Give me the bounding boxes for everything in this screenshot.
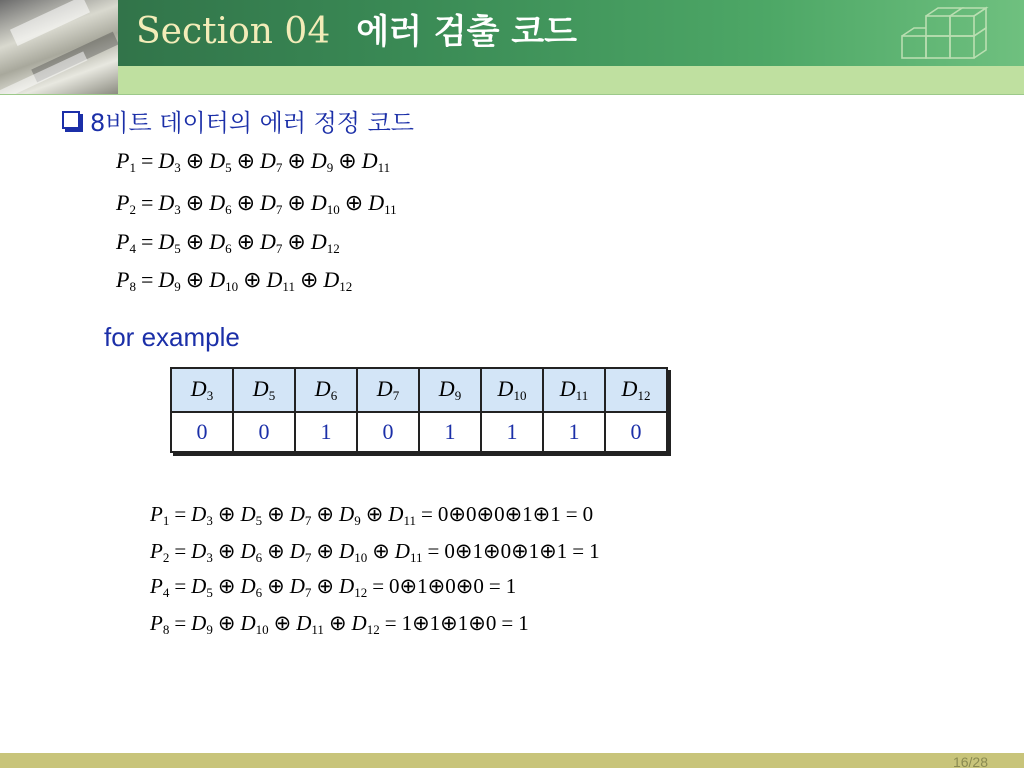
checkbox-bullet-icon <box>62 111 80 129</box>
bit-value: 1 <box>472 539 483 563</box>
xor-operator: ⊕ <box>440 611 458 635</box>
xor-operator: ⊕ <box>399 574 418 598</box>
bit-value: 1 <box>429 611 441 635</box>
equation-lhs: $P_1$ <box>150 502 170 528</box>
xor-operator: ⊕ <box>243 267 262 292</box>
equation-term: $D_9$ <box>339 502 361 528</box>
equals-sign: = <box>140 267 154 292</box>
bit-value: 1 <box>550 502 561 526</box>
table-header-cell <box>419 368 481 412</box>
xor-operator: ⊕ <box>185 267 205 292</box>
table-header-cell <box>481 368 543 412</box>
equation-term: $D_6$ <box>209 190 232 217</box>
xor-operator: ⊕ <box>412 611 430 635</box>
equals-sign: = <box>140 190 154 215</box>
xor-operator: ⊕ <box>344 190 364 215</box>
table-header-cell <box>357 368 419 412</box>
parity-result-equation <box>150 539 600 566</box>
header-photo-image <box>0 0 118 94</box>
table-header-cell <box>295 368 357 412</box>
table-value-cell: 0 <box>233 412 295 452</box>
bit-value: 1 <box>457 611 469 635</box>
xor-operator: ⊕ <box>372 539 390 563</box>
equation-term: $D_6$ <box>240 574 263 600</box>
header-variable: $D_7$ <box>376 376 400 403</box>
page-title <box>136 8 577 56</box>
table-value-cell: 1 <box>419 412 481 452</box>
table-header-row <box>171 368 667 412</box>
xor-operator: ⊕ <box>316 574 335 598</box>
bit-value: 0 <box>444 539 455 563</box>
header-variable: $D_9$ <box>438 376 462 403</box>
parity-result-value: 0 <box>582 502 594 526</box>
equals-sign: = <box>140 229 154 254</box>
equation-term: $D_7$ <box>289 502 312 528</box>
equation-lhs: $P_1$ <box>116 148 136 175</box>
parity-equation <box>116 267 352 295</box>
bit-value: 0 <box>494 502 505 526</box>
xor-operator: ⊕ <box>316 502 335 526</box>
parity-result-value: 1 <box>518 611 529 635</box>
xor-operator: ⊕ <box>185 190 205 215</box>
table-value-cell: 0 <box>605 412 667 452</box>
equation-term: $D_7$ <box>260 148 283 175</box>
xor-operator: ⊕ <box>185 229 205 254</box>
equals-sign: = <box>140 148 154 173</box>
xor-operator: ⊕ <box>476 502 495 526</box>
bit-value: 1 <box>522 502 533 526</box>
equation-term: $D_{11}$ <box>394 539 423 565</box>
xor-operator: ⊕ <box>299 267 319 292</box>
xor-operator: ⊕ <box>267 502 285 526</box>
xor-operator: ⊕ <box>427 574 446 598</box>
equals-sign: = <box>384 611 397 635</box>
equals-sign: = <box>565 502 578 526</box>
parity-equation <box>116 229 340 257</box>
bit-value: 1 <box>417 574 428 598</box>
xor-operator: ⊕ <box>539 539 557 563</box>
header-variable: $D_6$ <box>314 376 338 403</box>
parity-result-equation <box>150 611 529 638</box>
bit-value: 0 <box>445 574 456 598</box>
xor-operator: ⊕ <box>504 502 523 526</box>
equation-term: $D_5$ <box>158 229 181 256</box>
table-value-cell: 1 <box>481 412 543 452</box>
xor-operator: ⊕ <box>454 539 473 563</box>
data-bit-table <box>170 367 668 453</box>
table-header-cell <box>605 368 667 412</box>
parity-result-value: 1 <box>589 539 600 563</box>
section-label: Section 04 <box>136 11 331 52</box>
xor-operator: ⊕ <box>482 539 501 563</box>
parity-result-equation <box>150 502 593 529</box>
bit-value: 0 <box>485 611 497 635</box>
xor-operator: ⊕ <box>217 574 236 598</box>
equation-term: $D_{11}$ <box>361 148 391 175</box>
equation-term: $D_{12}$ <box>351 611 380 637</box>
equation-lhs: $P_2$ <box>150 539 170 565</box>
parity-result-value: 1 <box>505 574 517 598</box>
table-value-row <box>171 412 667 452</box>
equals-sign: = <box>174 502 187 526</box>
equation-term: $D_3$ <box>158 148 181 175</box>
xor-operator: ⊕ <box>217 502 236 526</box>
xor-operator: ⊕ <box>236 190 256 215</box>
xor-operator: ⊕ <box>455 574 474 598</box>
table-value-cell: 1 <box>295 412 357 452</box>
equation-term: $D_3$ <box>191 539 213 565</box>
parity-equation <box>116 190 397 218</box>
equation-lhs: $P_4$ <box>150 574 170 600</box>
equals-sign: = <box>572 539 585 563</box>
xor-operator: ⊕ <box>511 539 529 563</box>
xor-operator: ⊕ <box>267 574 285 598</box>
bit-value: 1 <box>401 611 413 635</box>
bit-value: 0 <box>437 502 449 526</box>
xor-operator: ⊕ <box>287 148 306 173</box>
equation-lhs: $P_8$ <box>116 267 136 294</box>
equation-term: $D_7$ <box>289 539 312 565</box>
equation-term: $D_{11}$ <box>388 502 416 528</box>
equation-term: $D_{11}$ <box>296 611 324 637</box>
equation-term: $D_{12}$ <box>339 574 368 600</box>
xor-operator: ⊕ <box>532 502 551 526</box>
xor-operator: ⊕ <box>267 539 285 563</box>
equals-sign: = <box>421 502 433 526</box>
xor-operator: ⊕ <box>287 190 306 215</box>
equation-lhs: $P_8$ <box>150 611 170 637</box>
equation-term: $D_9$ <box>191 611 213 637</box>
equation-term: $D_{11}$ <box>266 267 295 294</box>
equation-term: $D_7$ <box>289 574 312 600</box>
bit-value: 0 <box>473 574 484 598</box>
header-variable: $D_{10}$ <box>497 376 527 403</box>
page-number: 16/28 <box>952 754 988 768</box>
xor-operator: ⊕ <box>217 611 236 635</box>
equation-term: $D_{10}$ <box>339 539 368 565</box>
equation-term: $D_3$ <box>191 502 213 528</box>
table-value-cell: 1 <box>543 412 605 452</box>
parity-equation <box>116 148 390 176</box>
equation-term: $D_7$ <box>260 229 283 256</box>
header-sub-band <box>118 66 1024 94</box>
equation-lhs: $P_2$ <box>116 190 136 217</box>
bit-value: 1 <box>556 539 568 563</box>
equals-sign: = <box>427 539 440 563</box>
equation-term: $D_3$ <box>158 190 181 217</box>
equals-sign: = <box>174 574 187 598</box>
xor-operator: ⊕ <box>185 148 205 173</box>
bit-value: 1 <box>528 539 540 563</box>
equation-lhs: $P_4$ <box>116 229 136 256</box>
xor-operator: ⊕ <box>236 229 256 254</box>
table-value-cell: 0 <box>171 412 233 452</box>
xor-operator: ⊕ <box>287 229 306 254</box>
example-label: for example <box>104 322 240 352</box>
table-header-cell <box>543 368 605 412</box>
cube-decoration-icon <box>896 6 1006 66</box>
xor-operator: ⊕ <box>316 539 335 563</box>
bit-value: 0 <box>389 574 400 598</box>
equation-term: $D_6$ <box>240 539 263 565</box>
bullet-text: 8비트 데이터의 에러 정정 코드 <box>90 108 414 137</box>
xor-operator: ⊕ <box>468 611 486 635</box>
equation-term: $D_{11}$ <box>368 190 397 217</box>
equals-sign: = <box>501 611 514 635</box>
table-value-cell: 0 <box>357 412 419 452</box>
equation-term: $D_{10}$ <box>209 267 239 294</box>
table-header-cell <box>233 368 295 412</box>
xor-operator: ⊕ <box>236 148 256 173</box>
parity-result-equation <box>150 574 516 601</box>
xor-operator: ⊕ <box>448 502 466 526</box>
xor-operator: ⊕ <box>217 539 236 563</box>
equation-term: $D_7$ <box>260 190 283 217</box>
equation-term: $D_{12}$ <box>310 229 340 256</box>
footer-band <box>0 753 1024 768</box>
equals-sign: = <box>372 574 385 598</box>
header-variable: $D_{11}$ <box>559 376 589 403</box>
xor-operator: ⊕ <box>328 611 347 635</box>
bullet-heading <box>62 104 414 136</box>
equation-term: $D_9$ <box>310 148 334 175</box>
header-variable: $D_{12}$ <box>621 376 651 403</box>
bit-value: 0 <box>465 502 477 526</box>
equals-sign: = <box>488 574 501 598</box>
header-divider <box>0 94 1024 95</box>
equation-term: $D_5$ <box>191 574 213 600</box>
title-text: 에러 검출 코드 <box>356 12 577 52</box>
equals-sign: = <box>174 611 187 635</box>
xor-operator: ⊕ <box>273 611 292 635</box>
header-variable: $D_3$ <box>190 376 214 403</box>
equation-term: $D_{10}$ <box>240 611 269 637</box>
header-variable: $D_5$ <box>252 376 276 403</box>
xor-operator: ⊕ <box>338 148 357 173</box>
equals-sign: = <box>174 539 187 563</box>
table-header-cell <box>171 368 233 412</box>
xor-operator: ⊕ <box>365 502 384 526</box>
equation-term: $D_5$ <box>240 502 263 528</box>
equation-term: $D_{10}$ <box>310 190 340 217</box>
equation-term: $D_9$ <box>158 267 181 294</box>
bit-value: 0 <box>500 539 512 563</box>
equation-term: $D_6$ <box>209 229 232 256</box>
equation-term: $D_5$ <box>209 148 232 175</box>
equation-term: $D_{12}$ <box>323 267 353 294</box>
